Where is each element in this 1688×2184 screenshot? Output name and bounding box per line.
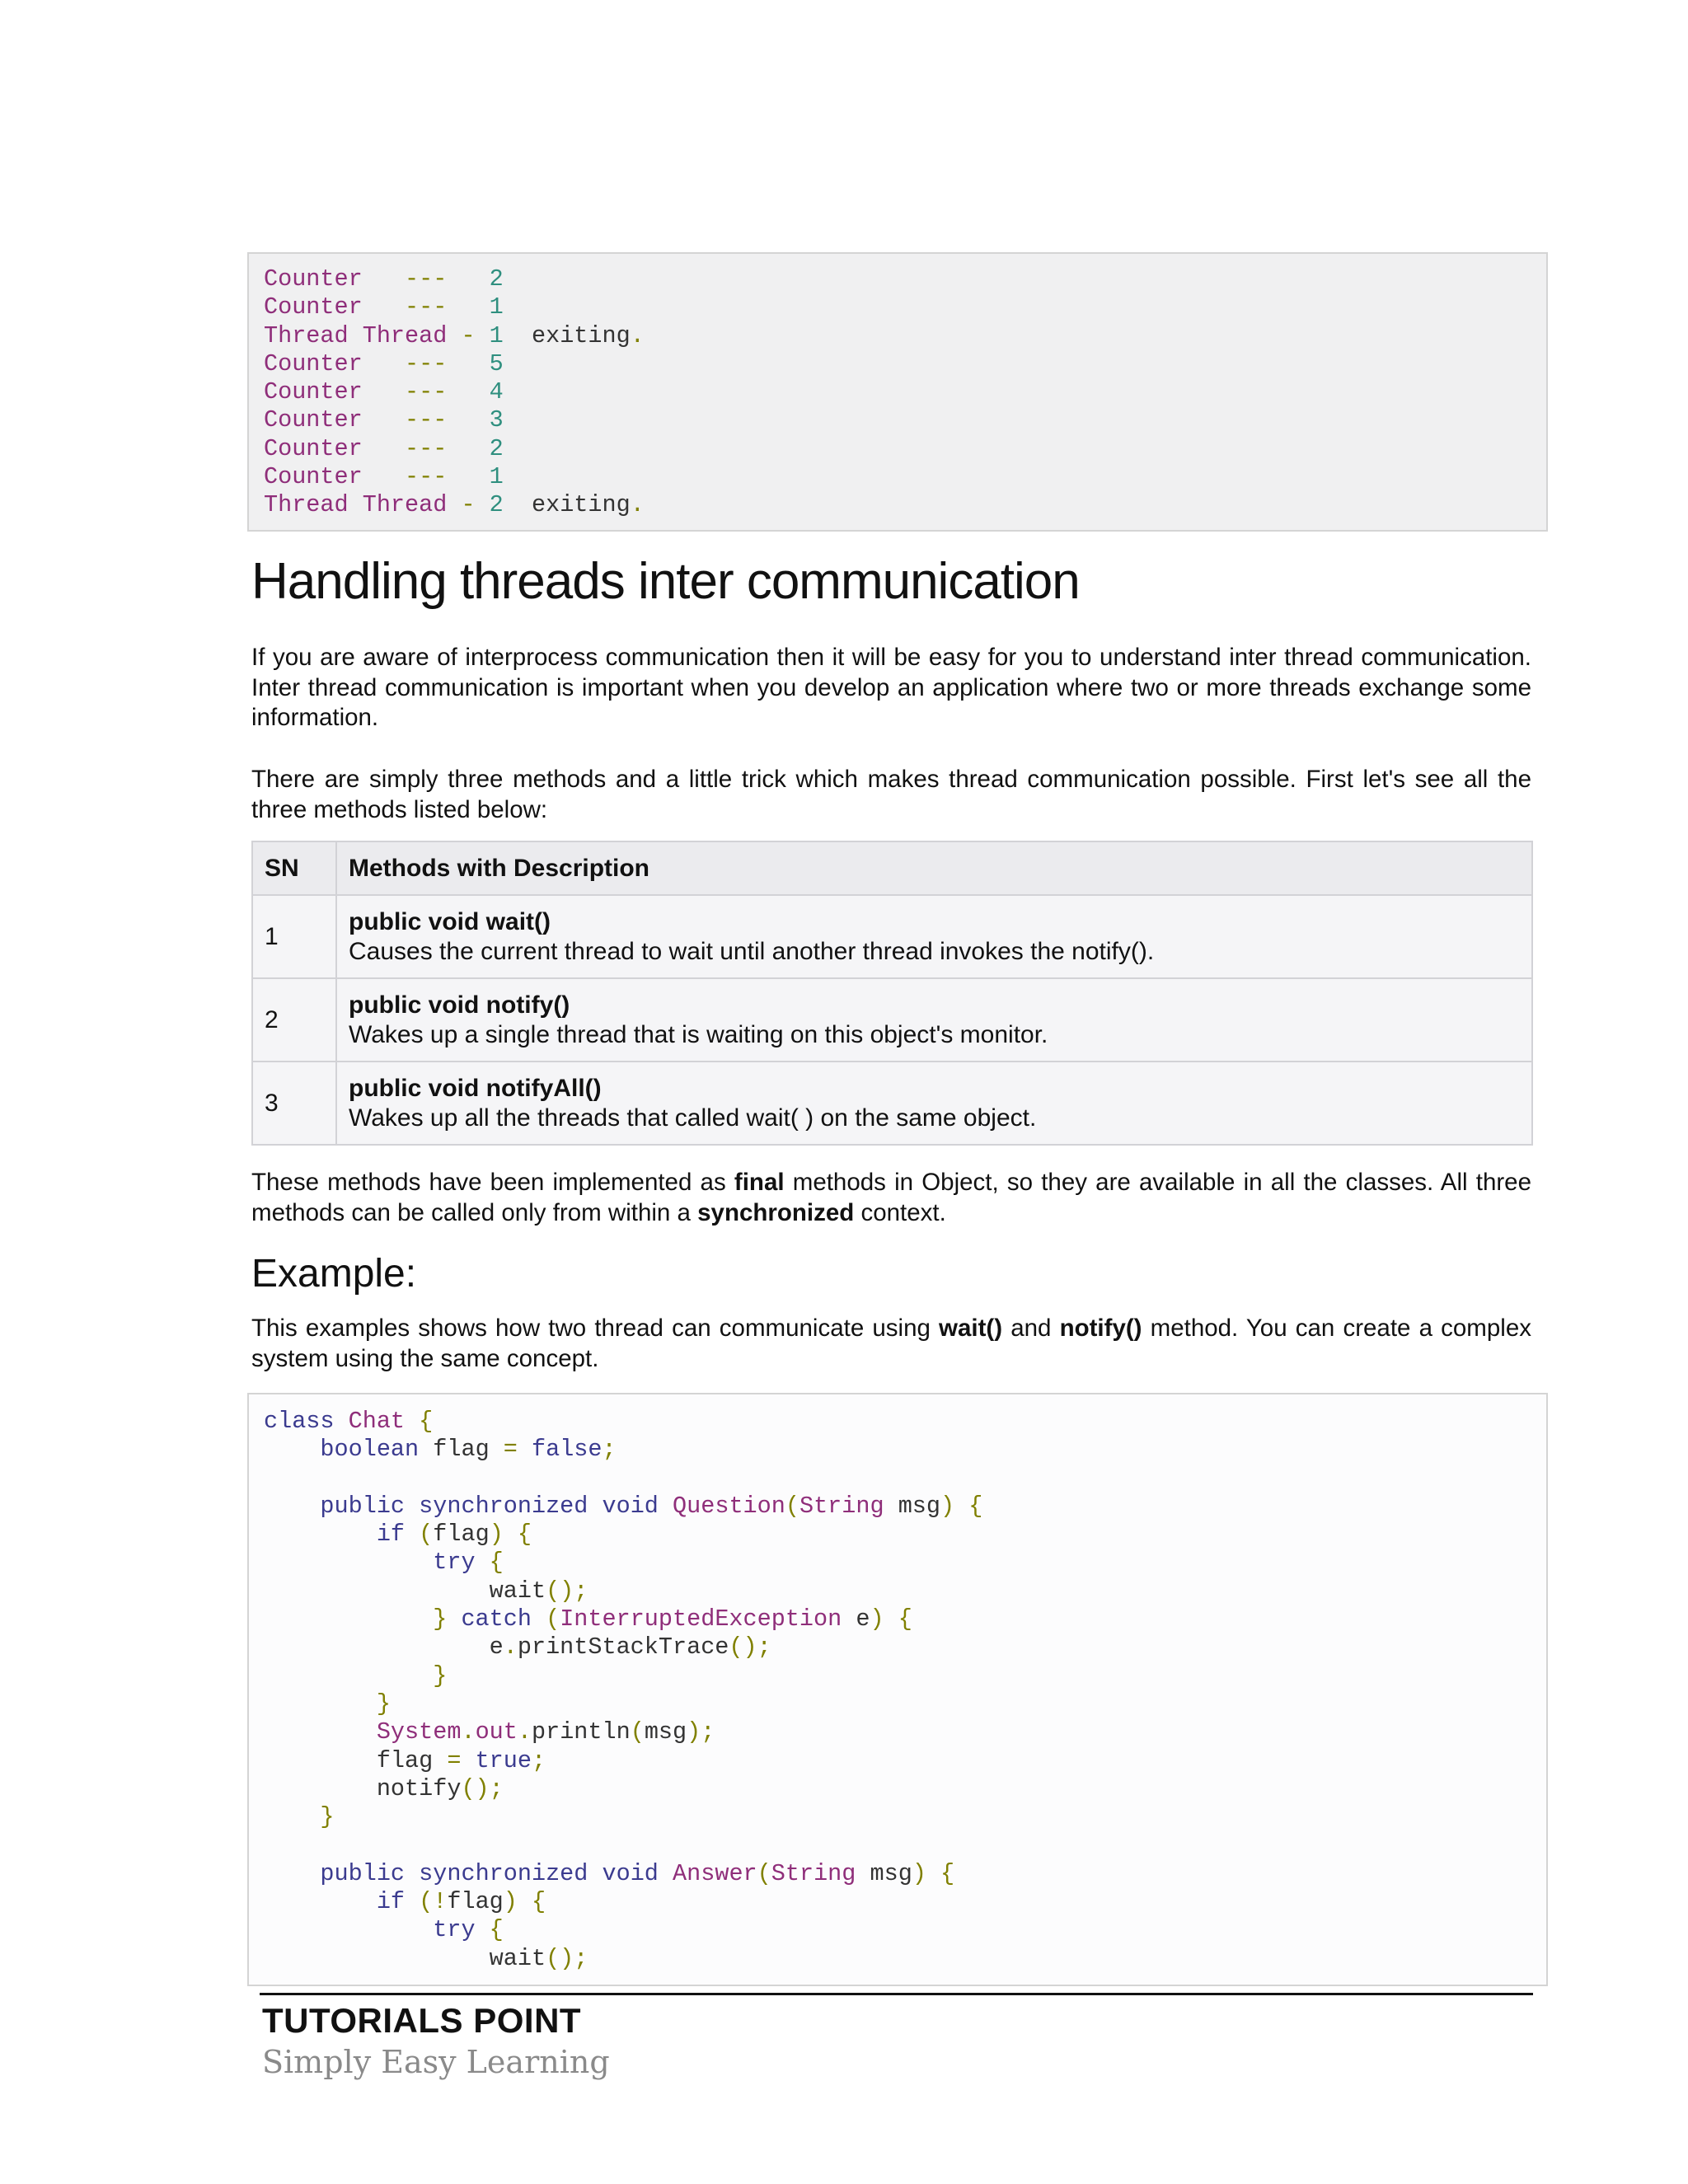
code-token: exiting — [503, 491, 631, 519]
code-token: e — [264, 1633, 504, 1661]
code-token: Counter — [264, 265, 363, 293]
code-token: Counter — [264, 293, 363, 321]
code-line — [264, 1803, 1546, 1831]
code-token: public — [320, 1492, 406, 1520]
code-token: --- — [405, 406, 448, 434]
intro-paragraph: If you are aware of interprocess communication then it will be easy for you to understand inter thread communication. Inter thread communication is important when you develop an application where two or more threads exchange some information. — [251, 644, 1531, 731]
code-token: ( — [419, 1521, 434, 1549]
code-token: --- — [405, 265, 448, 293]
code-token: flag — [433, 1521, 490, 1549]
code-token: 2 — [489, 434, 504, 462]
code-token: printStackTrace — [517, 1633, 729, 1661]
code-token: void — [602, 1492, 659, 1520]
code-token: if — [376, 1521, 406, 1549]
code-token — [954, 1493, 968, 1520]
code-token — [447, 293, 489, 321]
code-token — [264, 1803, 320, 1830]
code-token — [264, 1493, 320, 1520]
code-line — [264, 1577, 1546, 1605]
code-token: 2 — [489, 265, 504, 293]
code-token — [518, 1888, 532, 1915]
code-token: flag — [419, 1436, 504, 1464]
code-token — [447, 463, 489, 490]
code-token — [264, 1662, 433, 1690]
example-paragraph — [251, 1314, 1531, 1374]
code-token: Counter — [264, 406, 363, 434]
code-token — [405, 1860, 419, 1887]
code-token — [363, 435, 405, 462]
table-header-row — [252, 841, 1532, 895]
methods-note-paragraph — [251, 1168, 1531, 1228]
source-code-text — [249, 1394, 1546, 1973]
code-token — [363, 378, 405, 405]
code-token: 1 — [489, 293, 504, 321]
code-line — [264, 1690, 1546, 1718]
note-text-2: methods in Object, so they are available in all the classes. All three methods can be called only from within a — [251, 1169, 1531, 1226]
code-token: { — [517, 1521, 532, 1549]
code-token: Thread Thread — [264, 321, 448, 349]
code-token — [476, 1549, 490, 1576]
code-token: println — [531, 1718, 631, 1746]
code-token — [447, 350, 489, 377]
code-token — [476, 322, 490, 349]
code-token: - — [461, 491, 476, 519]
method-signature: public void notify() — [349, 991, 570, 1019]
code-token: wait — [264, 1577, 546, 1605]
code-token — [264, 1916, 433, 1943]
code-token: --- — [405, 293, 448, 321]
description-column-header: Methods with Description — [336, 841, 1532, 895]
code-line — [264, 1465, 1546, 1493]
code-token: flag — [264, 1746, 448, 1774]
code-token: - — [461, 321, 476, 349]
footer-brand: TUTORIALS POINT — [262, 2001, 582, 2040]
code-token — [659, 1860, 673, 1887]
code-token: Answer — [673, 1859, 757, 1887]
code-token: flag — [447, 1888, 504, 1916]
code-token: ) — [489, 1521, 504, 1549]
code-token: { — [968, 1492, 983, 1520]
code-token — [264, 1690, 377, 1718]
code-token: --- — [405, 349, 448, 377]
code-token — [476, 1916, 490, 1943]
code-line — [264, 1718, 1546, 1746]
code-token — [264, 1860, 320, 1887]
code-token: msg — [856, 1859, 912, 1887]
code-token: boolean — [320, 1436, 420, 1464]
code-token: ) — [870, 1605, 884, 1633]
code-token: 5 — [489, 349, 504, 377]
program-output-block — [247, 252, 1548, 532]
code-token — [363, 406, 405, 434]
table-row — [252, 978, 1532, 1062]
code-token — [264, 1436, 320, 1463]
code-token: InterruptedException — [560, 1605, 842, 1633]
code-token: Chat — [348, 1408, 406, 1435]
code-token: synchronized — [419, 1492, 588, 1520]
code-token: Counter — [264, 378, 363, 406]
code-token — [884, 1605, 898, 1633]
code-token: } — [433, 1661, 448, 1690]
code-token: try — [433, 1916, 476, 1944]
code-token: notify — [264, 1774, 462, 1802]
code-token: Counter — [264, 349, 363, 377]
code-token — [264, 1888, 377, 1915]
code-token: System — [376, 1718, 462, 1746]
code-token: catch — [461, 1605, 532, 1633]
code-line — [264, 350, 1546, 378]
method-signature: public void wait() — [349, 907, 551, 935]
code-token — [659, 1493, 673, 1520]
code-line — [264, 1549, 1546, 1577]
code-token — [363, 265, 405, 293]
code-token — [264, 1605, 433, 1633]
code-token: --- — [405, 378, 448, 406]
code-token: { — [532, 1888, 546, 1916]
code-token: 4 — [489, 378, 504, 406]
code-token — [447, 491, 461, 518]
note-text-3: context. — [854, 1198, 946, 1226]
code-token: (); — [461, 1774, 504, 1802]
code-token: (); — [729, 1633, 771, 1661]
code-token — [447, 378, 489, 405]
code-token: . — [630, 321, 645, 349]
code-token — [335, 1408, 349, 1435]
row-sn: 1 — [252, 895, 336, 978]
code-token: { — [940, 1859, 955, 1887]
code-token: 3 — [489, 406, 504, 434]
code-token — [264, 1549, 433, 1576]
sn-column-header: SN — [252, 841, 336, 895]
code-token: { — [489, 1916, 504, 1944]
example-text-2: and — [1002, 1315, 1060, 1342]
code-token — [405, 1521, 419, 1548]
table-row — [252, 895, 1532, 978]
code-line — [264, 1662, 1546, 1690]
code-token — [461, 1747, 475, 1774]
code-token: ) — [503, 1888, 518, 1916]
code-token: { — [419, 1408, 434, 1435]
code-token: = — [447, 1746, 462, 1774]
code-line — [264, 1888, 1546, 1916]
row-description-cell — [336, 978, 1532, 1062]
code-token: --- — [405, 463, 448, 491]
code-token: Thread Thread — [264, 491, 448, 519]
note-text-1: These methods have been implemented as — [251, 1169, 734, 1196]
method-description: Wakes up a single thread that is waiting on this object's monitor. — [349, 1020, 1048, 1048]
footer-divider — [260, 1993, 1533, 1995]
code-line — [264, 1916, 1546, 1944]
code-token — [405, 1408, 419, 1435]
code-token: true — [475, 1746, 532, 1774]
output-code-text — [249, 254, 1546, 520]
code-token: ( — [546, 1605, 560, 1633]
code-token: void — [602, 1859, 659, 1887]
code-token — [588, 1493, 602, 1520]
code-token: 2 — [489, 491, 504, 519]
code-line — [264, 1747, 1546, 1775]
code-token: e — [842, 1605, 870, 1633]
code-token: ( — [630, 1718, 645, 1746]
code-token — [264, 1718, 377, 1746]
code-line — [264, 1775, 1546, 1803]
code-token — [405, 1888, 419, 1915]
code-token — [447, 322, 461, 349]
code-token — [363, 350, 405, 377]
example-text-3: method. You can create a complex system using the same concept. — [251, 1315, 1531, 1372]
code-token: class — [264, 1408, 335, 1435]
code-line — [264, 1945, 1546, 1973]
code-token: . — [517, 1718, 532, 1746]
code-token: if — [376, 1888, 406, 1916]
example-code-block — [247, 1393, 1548, 1986]
example-bold-notify: notify() — [1059, 1315, 1142, 1342]
section-heading: Handling threads inter communication — [251, 553, 1080, 610]
row-sn: 3 — [252, 1062, 336, 1145]
code-line — [264, 1493, 1546, 1521]
code-token: ( — [785, 1492, 799, 1520]
code-token — [264, 1521, 377, 1548]
code-line — [264, 1408, 1546, 1436]
code-token: ); — [687, 1718, 715, 1746]
code-line — [264, 322, 1546, 350]
code-token: . — [630, 491, 645, 519]
footer-tagline: Simply Easy Learning — [262, 2044, 610, 2080]
note-bold-final: final — [734, 1169, 785, 1196]
code-token — [405, 1493, 419, 1520]
code-line — [264, 293, 1546, 321]
example-heading: Example: — [251, 1252, 417, 1296]
code-line — [264, 435, 1546, 463]
method-description: Wakes up all the threads that called wait( ) on the same object. — [349, 1104, 1037, 1132]
code-line — [264, 1605, 1546, 1633]
code-token: Counter — [264, 434, 363, 462]
code-token — [476, 491, 490, 518]
code-token: Question — [673, 1492, 785, 1520]
code-line — [264, 491, 1546, 519]
code-token: out — [475, 1718, 518, 1746]
code-line — [264, 1831, 1546, 1859]
code-token: synchronized — [419, 1859, 588, 1887]
code-token: try — [433, 1549, 476, 1577]
code-token — [363, 463, 405, 490]
code-token: --- — [405, 434, 448, 462]
code-token: { — [898, 1605, 912, 1633]
methods-intro-paragraph: There are simply three methods and a little trick which makes thread communication possible. First let's see all the three methods listed below: — [251, 766, 1531, 823]
row-description-cell — [336, 895, 1532, 978]
method-description: Causes the current thread to wait until another thread invokes the notify(). — [349, 937, 1155, 965]
code-token — [532, 1605, 546, 1633]
code-line — [264, 1860, 1546, 1888]
code-token: false — [532, 1436, 603, 1464]
code-token — [926, 1860, 940, 1887]
code-token: (); — [546, 1577, 588, 1605]
code-token: ) — [940, 1492, 955, 1520]
code-token: exiting — [503, 321, 631, 349]
methods-table — [251, 841, 1533, 1146]
code-line — [264, 1521, 1546, 1549]
table-row — [252, 1062, 1532, 1145]
code-token: ( — [757, 1859, 771, 1887]
code-line — [264, 1436, 1546, 1464]
example-text-1: This examples shows how two thread can communicate using — [251, 1315, 940, 1342]
method-signature: public void notifyAll() — [349, 1074, 602, 1102]
code-token: = — [503, 1436, 518, 1464]
code-token: } — [433, 1605, 448, 1633]
code-token: (! — [419, 1888, 448, 1916]
code-token: 1 — [489, 321, 504, 349]
code-line — [264, 1633, 1546, 1661]
code-token: } — [376, 1690, 391, 1718]
code-token: . — [461, 1718, 476, 1746]
code-token: (); — [546, 1944, 588, 1972]
code-token — [588, 1860, 602, 1887]
code-token: ; — [602, 1436, 617, 1464]
code-token: . — [503, 1633, 518, 1661]
code-token: wait — [264, 1944, 546, 1972]
code-token — [504, 1521, 518, 1548]
note-bold-synchronized: synchronized — [697, 1198, 855, 1226]
code-line — [264, 406, 1546, 434]
code-token: { — [489, 1549, 504, 1577]
row-sn: 2 — [252, 978, 336, 1062]
code-token: public — [320, 1859, 406, 1887]
code-line — [264, 265, 1546, 293]
code-token: msg — [884, 1492, 941, 1520]
code-token: 1 — [489, 463, 504, 491]
code-line — [264, 378, 1546, 406]
code-token: String — [771, 1859, 856, 1887]
code-token — [447, 406, 489, 434]
code-token — [447, 1605, 461, 1633]
code-token: msg — [644, 1718, 687, 1746]
row-description-cell — [336, 1062, 1532, 1145]
code-token: String — [799, 1492, 884, 1520]
code-token: } — [320, 1803, 335, 1831]
code-token — [363, 293, 405, 321]
code-token — [518, 1436, 532, 1463]
code-token — [447, 435, 489, 462]
code-token: ) — [912, 1859, 926, 1887]
code-token: Counter — [264, 463, 363, 491]
code-line — [264, 463, 1546, 491]
code-token — [447, 265, 489, 293]
example-bold-wait: wait() — [939, 1315, 1003, 1342]
code-token: ; — [531, 1746, 546, 1774]
